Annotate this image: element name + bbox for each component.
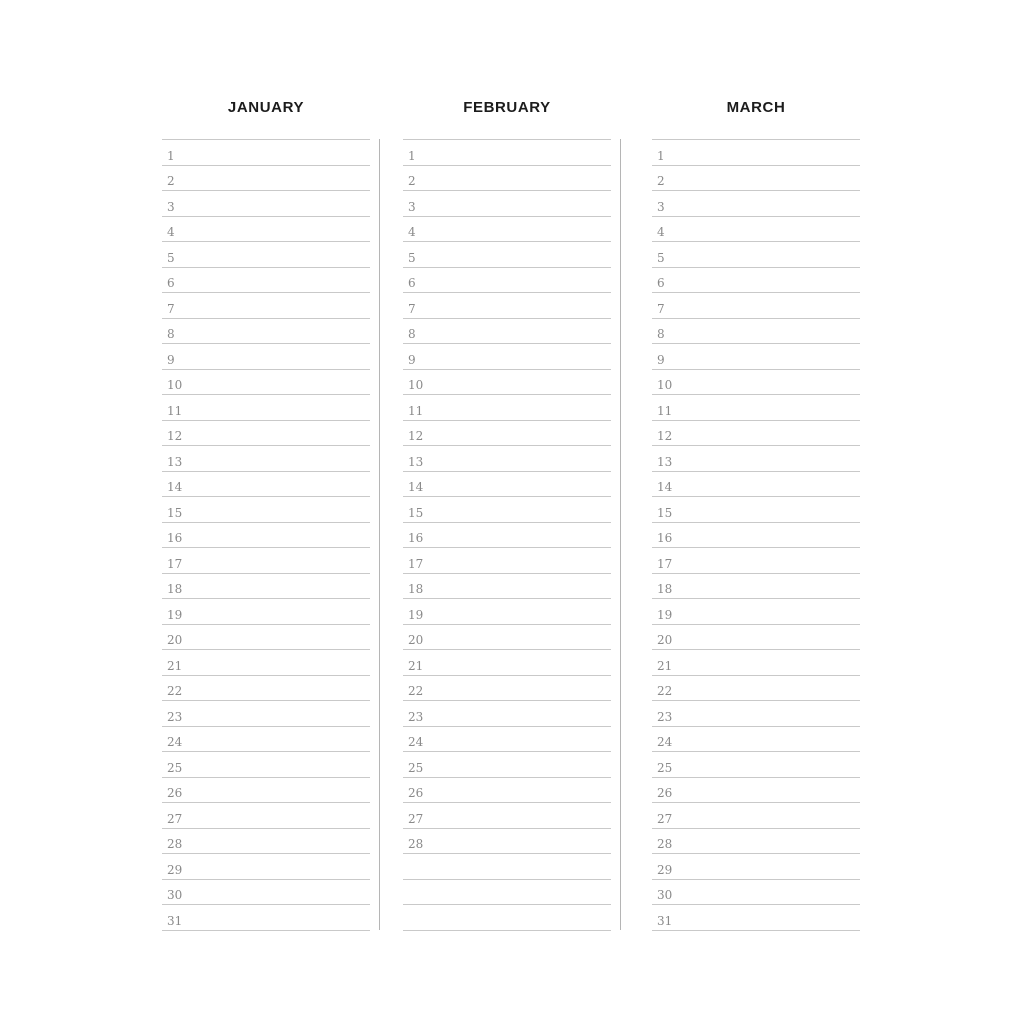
day-row[interactable] (652, 166, 860, 192)
day-number: 12 (657, 429, 673, 443)
day-number: 17 (657, 556, 673, 571)
day-number: 19 (167, 607, 183, 622)
month-title: MARCH (726, 99, 786, 116)
day-row[interactable] (652, 268, 860, 294)
day-number: 27 (167, 811, 183, 826)
day-list (403, 139, 611, 931)
day-number: 11 (167, 403, 183, 418)
day-number: 10 (167, 378, 183, 392)
day-number: 28 (167, 837, 183, 851)
day-number: 2 (657, 174, 665, 188)
day-row[interactable] (652, 650, 860, 676)
day-row[interactable] (652, 140, 860, 166)
day-number: 19 (657, 607, 673, 622)
day-number: 17 (408, 556, 424, 571)
day-row[interactable] (403, 421, 611, 447)
day-row[interactable] (652, 625, 860, 651)
day-number: 21 (167, 658, 183, 673)
day-number: 29 (167, 862, 183, 877)
day-row[interactable] (162, 191, 370, 217)
day-row[interactable] (652, 854, 860, 880)
day-number: 5 (167, 250, 175, 265)
day-row[interactable] (403, 701, 611, 727)
day-number: 26 (657, 786, 673, 800)
day-number: 1 (657, 148, 665, 163)
day-row[interactable] (403, 293, 611, 319)
day-row[interactable] (652, 599, 860, 625)
day-number: 7 (408, 301, 416, 316)
day-row[interactable] (162, 523, 370, 549)
day-row[interactable] (652, 344, 860, 370)
day-number: 23 (408, 709, 424, 724)
day-row[interactable] (162, 370, 370, 396)
day-row[interactable] (403, 727, 611, 753)
day-row[interactable] (162, 268, 370, 294)
day-number: 21 (408, 658, 424, 673)
day-number: 16 (167, 531, 183, 545)
day-number: 4 (657, 225, 665, 239)
day-row[interactable] (652, 727, 860, 753)
day-row[interactable] (652, 752, 860, 778)
day-number: 20 (408, 633, 424, 647)
day-row[interactable] (403, 854, 611, 880)
day-row[interactable] (403, 829, 611, 855)
day-number: 3 (408, 199, 416, 214)
month-title: FEBRUARY (463, 99, 551, 116)
day-row[interactable] (403, 140, 611, 166)
day-number: 7 (167, 301, 175, 316)
day-row[interactable] (403, 803, 611, 829)
day-row[interactable] (162, 752, 370, 778)
day-row[interactable] (162, 395, 370, 421)
day-row[interactable] (162, 625, 370, 651)
day-row[interactable] (162, 880, 370, 906)
day-number: 22 (657, 684, 673, 698)
day-number: 9 (657, 352, 665, 367)
day-number: 9 (408, 352, 416, 367)
day-row[interactable] (403, 497, 611, 523)
day-row[interactable] (652, 803, 860, 829)
column-divider (379, 139, 380, 930)
day-row[interactable] (652, 548, 860, 574)
day-row[interactable] (162, 319, 370, 345)
day-row[interactable] (403, 344, 611, 370)
day-row[interactable] (652, 395, 860, 421)
day-number: 27 (408, 811, 424, 826)
day-number: 25 (167, 760, 183, 775)
day-number: 8 (408, 327, 416, 341)
day-number: 18 (657, 582, 673, 596)
day-row[interactable] (162, 803, 370, 829)
day-number: 13 (167, 454, 183, 469)
day-row[interactable] (403, 395, 611, 421)
day-row[interactable] (403, 778, 611, 804)
day-row[interactable] (162, 217, 370, 243)
day-number: 2 (167, 174, 175, 188)
day-row[interactable] (162, 497, 370, 523)
day-list (162, 139, 370, 931)
day-number: 4 (167, 225, 175, 239)
day-row[interactable] (652, 905, 860, 931)
day-row[interactable] (403, 217, 611, 243)
day-number: 24 (408, 735, 424, 749)
day-number: 30 (657, 888, 673, 902)
day-number: 7 (657, 301, 665, 316)
day-number: 27 (657, 811, 673, 826)
day-row[interactable] (403, 242, 611, 268)
day-number: 8 (167, 327, 175, 341)
day-number: 25 (408, 760, 424, 775)
day-row[interactable] (403, 472, 611, 498)
day-row[interactable] (652, 574, 860, 600)
day-row[interactable] (652, 701, 860, 727)
day-number: 24 (167, 735, 183, 749)
day-row[interactable] (403, 319, 611, 345)
day-number: 15 (657, 505, 673, 520)
day-row[interactable] (403, 548, 611, 574)
day-row[interactable] (652, 676, 860, 702)
day-row[interactable] (403, 523, 611, 549)
day-row[interactable] (162, 574, 370, 600)
day-row[interactable] (162, 854, 370, 880)
day-number: 19 (408, 607, 424, 622)
day-number: 14 (167, 480, 183, 494)
day-row[interactable] (162, 727, 370, 753)
day-row[interactable] (652, 829, 860, 855)
day-number: 2 (408, 174, 416, 188)
day-row[interactable] (652, 242, 860, 268)
day-row[interactable] (652, 293, 860, 319)
day-row[interactable] (162, 446, 370, 472)
day-number: 26 (167, 786, 183, 800)
day-row[interactable] (403, 880, 611, 906)
day-number: 11 (657, 403, 673, 418)
day-number: 6 (657, 276, 665, 290)
day-number: 18 (167, 582, 183, 596)
day-row[interactable] (162, 344, 370, 370)
day-number: 20 (657, 633, 673, 647)
day-row[interactable] (652, 472, 860, 498)
day-number: 26 (408, 786, 424, 800)
day-number: 15 (408, 505, 424, 520)
day-number: 3 (167, 199, 175, 214)
day-list (652, 139, 860, 931)
day-number: 18 (408, 582, 424, 596)
day-number: 17 (167, 556, 183, 571)
day-row[interactable] (403, 905, 611, 931)
day-number: 13 (657, 454, 673, 469)
day-number: 5 (657, 250, 665, 265)
day-number: 15 (167, 505, 183, 520)
day-number: 28 (657, 837, 673, 851)
day-row[interactable] (403, 599, 611, 625)
day-row[interactable] (162, 242, 370, 268)
day-number: 29 (657, 862, 673, 877)
day-number: 20 (167, 633, 183, 647)
day-number: 28 (408, 837, 424, 851)
day-row[interactable] (652, 217, 860, 243)
day-row[interactable] (162, 548, 370, 574)
day-row[interactable] (162, 140, 370, 166)
day-number: 14 (408, 480, 424, 494)
day-row[interactable] (162, 778, 370, 804)
day-row[interactable] (652, 497, 860, 523)
column-divider (620, 139, 621, 930)
day-row[interactable] (652, 523, 860, 549)
day-row[interactable] (162, 472, 370, 498)
day-row[interactable] (403, 446, 611, 472)
day-row[interactable] (403, 574, 611, 600)
day-number: 30 (167, 888, 183, 902)
day-number: 6 (408, 276, 416, 290)
day-row[interactable] (162, 599, 370, 625)
day-number: 23 (657, 709, 673, 724)
day-row[interactable] (403, 752, 611, 778)
day-number: 6 (167, 276, 175, 290)
day-row[interactable] (162, 421, 370, 447)
day-row[interactable] (403, 370, 611, 396)
day-row[interactable] (652, 446, 860, 472)
day-row[interactable] (162, 701, 370, 727)
day-row[interactable] (652, 880, 860, 906)
day-row[interactable] (652, 319, 860, 345)
day-row[interactable] (162, 676, 370, 702)
day-row[interactable] (403, 191, 611, 217)
day-row[interactable] (162, 293, 370, 319)
day-row[interactable] (162, 650, 370, 676)
day-number: 31 (167, 913, 183, 928)
day-row[interactable] (652, 370, 860, 396)
day-number: 11 (408, 403, 424, 418)
day-row[interactable] (403, 650, 611, 676)
day-number: 13 (408, 454, 424, 469)
day-row[interactable] (652, 778, 860, 804)
day-number: 22 (167, 684, 183, 698)
day-row[interactable] (652, 421, 860, 447)
day-row[interactable] (162, 829, 370, 855)
day-number: 14 (657, 480, 673, 494)
day-number: 10 (657, 378, 673, 392)
day-number: 21 (657, 658, 673, 673)
day-number: 1 (408, 148, 416, 163)
day-number: 25 (657, 760, 673, 775)
day-number: 10 (408, 378, 424, 392)
day-number: 31 (657, 913, 673, 928)
day-row[interactable] (403, 625, 611, 651)
day-row[interactable] (403, 676, 611, 702)
day-number: 3 (657, 199, 665, 214)
month-title: JANUARY (227, 99, 305, 116)
day-number: 22 (408, 684, 424, 698)
day-number: 4 (408, 225, 416, 239)
day-number: 23 (167, 709, 183, 724)
day-number: 16 (408, 531, 424, 545)
day-row[interactable] (162, 166, 370, 192)
day-number: 12 (408, 429, 424, 443)
day-number: 12 (167, 429, 183, 443)
day-row[interactable] (652, 191, 860, 217)
day-number: 1 (167, 148, 175, 163)
day-number: 9 (167, 352, 175, 367)
day-number: 24 (657, 735, 673, 749)
day-number: 16 (657, 531, 673, 545)
day-row[interactable] (403, 166, 611, 192)
day-row[interactable] (162, 905, 370, 931)
day-number: 5 (408, 250, 416, 265)
day-number: 8 (657, 327, 665, 341)
day-row[interactable] (403, 268, 611, 294)
